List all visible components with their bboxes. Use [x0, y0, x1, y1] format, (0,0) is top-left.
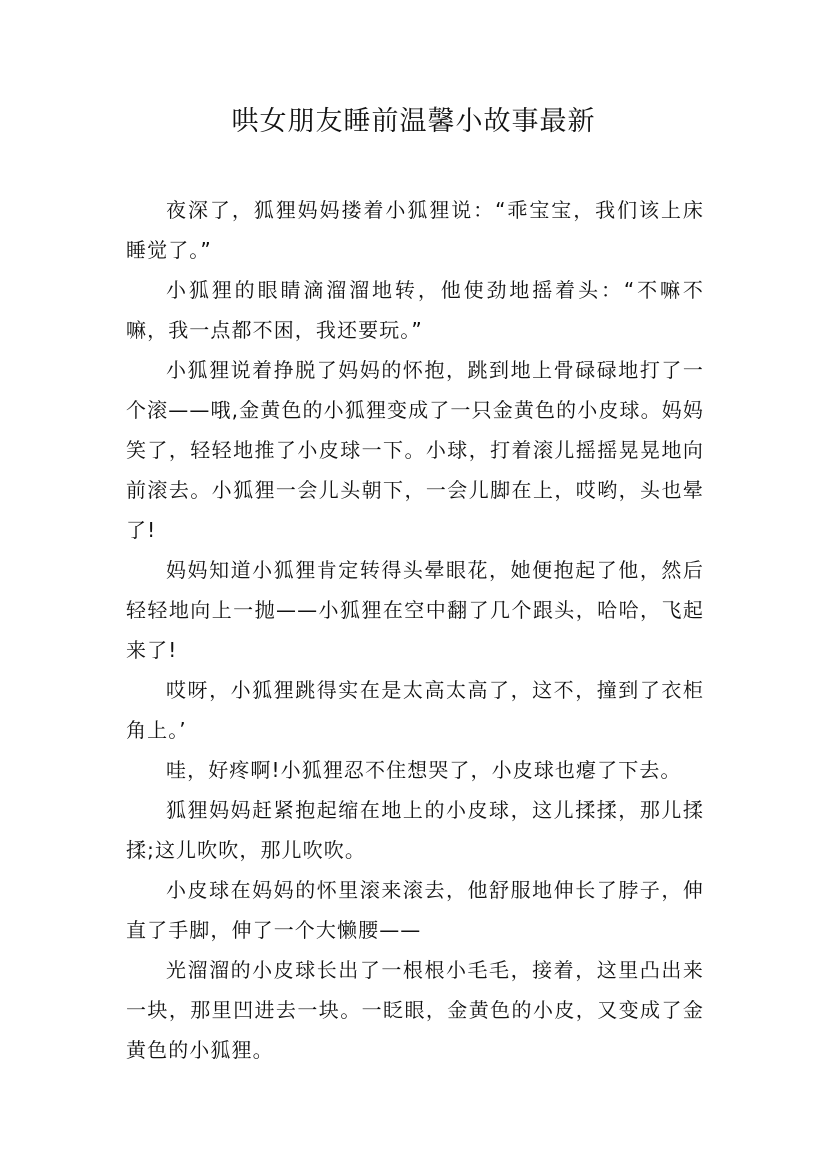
paragraph: 小狐狸的眼睛滴溜溜地转，他使劲地摇着头：“不嘛不嘛，我一点都不困，我还要玩。” [126, 278, 704, 342]
paragraph: 光溜溜的小皮球长出了一根根小毛毛，接着，这里凸出来一块，那里凹进去一块。一眨眼，金黄色的小皮，又变成了金黄色的小狐狸。 [126, 958, 704, 1062]
paragraph: 小狐狸说着挣脱了妈妈的怀抱，跳到地上骨碌碌地打了一个滚——哦,金黄色的小狐狸变成了一只金黄色的小皮球。妈妈笑了，轻轻地推了小皮球一下。小球，打着滚儿摇摇晃晃地向前滚去。小狐狸一会儿头朝下，一会儿脚在上，哎哟，头也晕了! [126, 358, 704, 542]
document-title: 哄女朋友睡前温馨小故事最新 [231, 106, 596, 137]
paragraph: 哇，好疼啊!小狐狸忍不住想哭了，小皮球也瘪了下去。 [166, 758, 682, 782]
paragraph: 哎呀，小狐狸跳得实在是太高太高了，这不，撞到了衣柜角上。’ [126, 678, 704, 742]
document-body [126, 190, 704, 1070]
paragraph: 狐狸妈妈赶紧抱起缩在地上的小皮球，这儿揉揉，那儿揉揉;这儿吹吹，那儿吹吹。 [126, 798, 704, 862]
paragraph: 妈妈知道小狐狸肯定转得头晕眼花，她便抱起了他，然后轻轻地向上一抛——小狐狸在空中翻了几个跟头，哈哈，飞起来了! [126, 558, 704, 662]
paragraph: 小皮球在妈妈的怀里滚来滚去，他舒服地伸长了脖子，伸直了手脚，伸了一个大懒腰—— [126, 878, 704, 942]
paragraph: 夜深了，狐狸妈妈搂着小狐狸说：“乖宝宝，我们该上床睡觉了。” [126, 198, 704, 262]
